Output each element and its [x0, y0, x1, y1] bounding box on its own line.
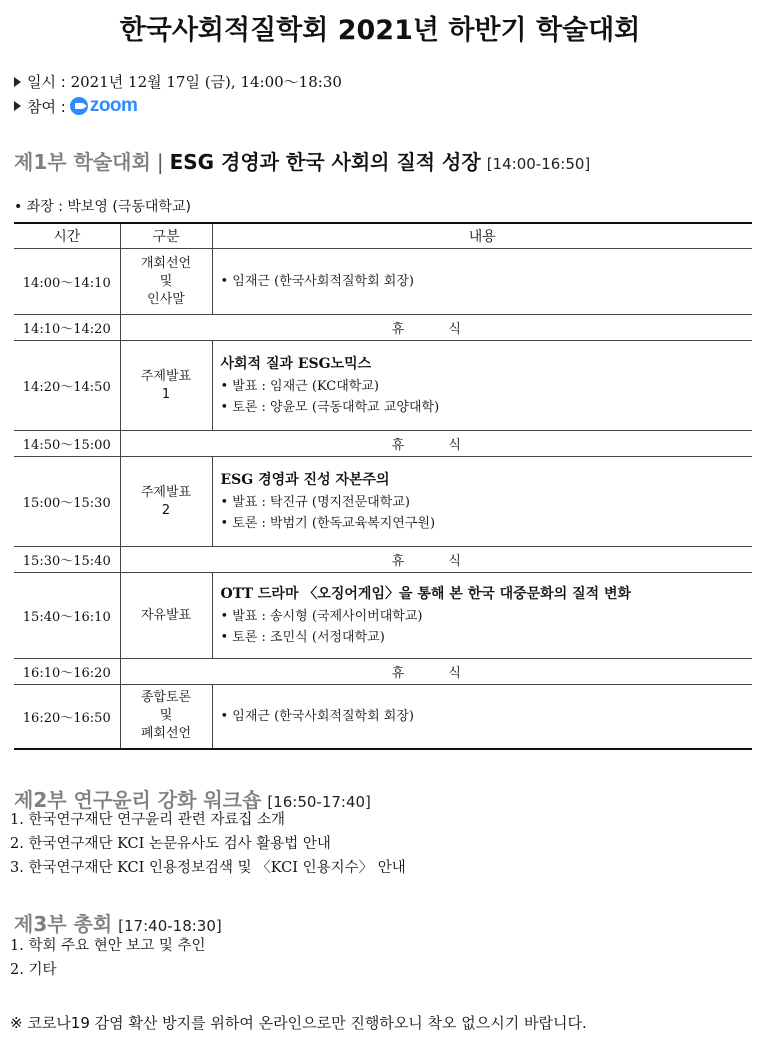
row-type	[120, 341, 212, 431]
row-content	[212, 249, 752, 315]
type-line: 폐회선언	[140, 726, 192, 742]
part3-time: [17:40-18:30]	[118, 917, 222, 935]
row-time: 15:40～16:10	[14, 573, 120, 659]
person-line: • 임재근 (한국사회적질학회 회장)	[220, 708, 414, 724]
join-info	[14, 95, 137, 117]
presenter-line: • 발표 : 탁진규 (명지전문대학교)	[220, 495, 410, 510]
break-cell: 휴 식	[120, 547, 752, 573]
row-time: 16:10～16:20	[14, 659, 120, 685]
notice-text: ※ 코로나19 감염 확산 방지를 위하여 온라인으로만 진행하오니 착오 없으시기 바랍니다.	[10, 1014, 587, 1032]
date-label: 일시 :	[27, 73, 66, 91]
type-line: 및	[159, 708, 173, 724]
type-line: 2	[161, 502, 171, 518]
table-row-break	[14, 431, 752, 457]
table-row	[14, 685, 752, 749]
table-row	[14, 457, 752, 547]
table-header-row	[14, 223, 752, 249]
part1-title: ESG 경영과 한국 사회의 질적 성장	[169, 150, 481, 174]
list-item: 1. 학회 주요 현안 보고 및 추인	[10, 938, 206, 954]
page-title: 한국사회적질학회 2021년 하반기 학술대회	[119, 15, 641, 46]
presenter-line: • 발표 : 임재근 (KC대학교)	[220, 379, 379, 394]
date-info	[14, 71, 342, 92]
row-content	[212, 341, 752, 431]
discussant-line: • 토론 : 양윤모 (극동대학교 교양대학)	[220, 400, 440, 415]
type-line: 및	[159, 273, 173, 289]
list-item: 2. 한국연구재단 KCI 논문유사도 검사 활용법 안내	[10, 836, 331, 852]
type-line: 주제발표	[140, 368, 192, 384]
part1-label: 제1부 학술대회	[14, 150, 151, 174]
table-row	[14, 341, 752, 431]
row-time: 14:10～14:20	[14, 315, 120, 341]
zoom-logo	[70, 95, 138, 117]
row-type	[120, 573, 212, 659]
list-item: 2. 기타	[10, 962, 57, 978]
part2-list	[10, 808, 406, 880]
part2-label: 제2부 연구윤리 강화 워크숍	[14, 788, 262, 812]
presentation-title: OTT 드라마 〈오징어게임〉을 통해 본 한국 대중문화의 질적 변화	[220, 586, 632, 602]
header-type: 구분	[120, 223, 212, 249]
part3-heading	[14, 908, 222, 937]
type-line: 종합토론	[140, 690, 192, 706]
discussant-line: • 토론 : 박범기 (한독교육복지연구원)	[220, 516, 436, 531]
zoom-camera-icon	[70, 97, 88, 115]
table-row	[14, 573, 752, 659]
type-line: 1	[161, 386, 171, 402]
row-time: 15:00～15:30	[14, 457, 120, 547]
row-content	[212, 573, 752, 659]
part1-time: [14:00-16:50]	[486, 155, 591, 173]
row-time: 14:50～15:00	[14, 431, 120, 457]
part2-time: [16:50-17:40]	[267, 793, 371, 811]
table-row-break	[14, 315, 752, 341]
part3-label: 제3부 총회	[14, 912, 113, 936]
triangle-bullet-icon	[14, 77, 21, 87]
break-cell: 휴 식	[120, 315, 752, 341]
discussant-line: • 토론 : 조민식 (서정대학교)	[220, 630, 385, 645]
row-content	[212, 685, 752, 749]
row-time: 14:20～14:50	[14, 341, 120, 431]
chair-info: • 좌장 : 박보영 (극동대학교)	[14, 199, 191, 215]
table-row	[14, 249, 752, 315]
list-item: 3. 한국연구재단 KCI 인용정보검색 및 〈KCI 인용지수〉 안내	[10, 860, 406, 876]
table-row-break	[14, 659, 752, 685]
table-row-break	[14, 547, 752, 573]
join-label: 참여 :	[27, 97, 66, 116]
row-type	[120, 249, 212, 315]
zoom-logo-text: zoom	[89, 95, 138, 116]
presentation-title: 사회적 질과 ESG노믹스	[220, 356, 372, 372]
person-line: • 임재근 (한국사회적질학회 회장)	[220, 274, 414, 289]
type-line: 개회선언	[140, 255, 192, 271]
row-type	[120, 457, 212, 547]
break-cell: 휴 식	[120, 659, 752, 685]
part1-heading	[14, 146, 590, 175]
date-value: 2021년 12월 17일 (금), 14:00～18:30	[70, 73, 342, 91]
type-line: 자유발표	[140, 607, 192, 623]
part3-list	[10, 934, 206, 982]
presentation-title: ESG 경영과 진성 자본주의	[220, 472, 390, 488]
header-time: 시간	[14, 223, 120, 249]
type-line: 인사말	[147, 291, 185, 307]
triangle-bullet-icon	[14, 101, 21, 111]
part1-separator: |	[156, 150, 164, 174]
row-time: 15:30～15:40	[14, 547, 120, 573]
row-time: 16:20～16:50	[14, 685, 120, 749]
row-content	[212, 457, 752, 547]
row-time: 14:00～14:10	[14, 249, 120, 315]
row-type	[120, 685, 212, 749]
program-table	[14, 222, 752, 750]
header-content: 내용	[212, 223, 752, 249]
break-cell: 휴 식	[120, 431, 752, 457]
list-item: 1. 한국연구재단 연구윤리 관련 자료집 소개	[10, 812, 285, 828]
presenter-line: • 발표 : 송시형 (국제사이버대학교)	[220, 609, 423, 624]
type-line: 주제발표	[140, 484, 192, 500]
